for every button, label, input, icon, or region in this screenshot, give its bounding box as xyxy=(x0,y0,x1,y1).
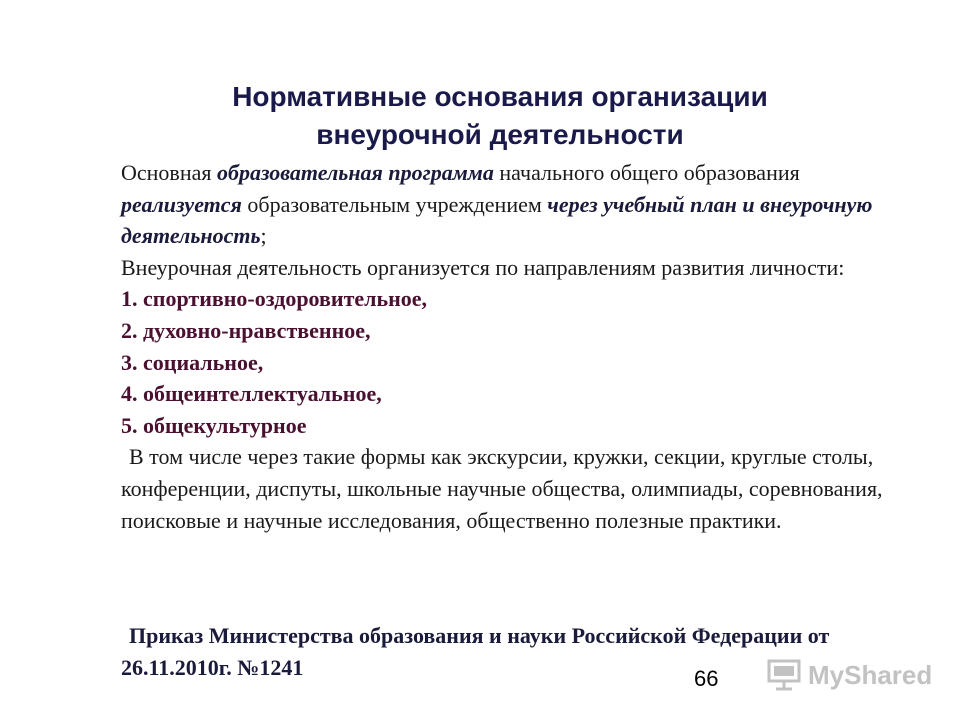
paragraph-forms: В том числе через такие формы как экскурсии, кружки, секции, круглые столы, конференции, диспуты, школьные научные общества, олимпиады, соревнования, поисковые и научные исследования, общественно полезные практики. xyxy=(121,444,883,533)
page-number: 66 xyxy=(694,666,719,691)
title-line-1: Нормативные основания организации xyxy=(232,81,768,112)
emphasis-implemented: реализуется xyxy=(121,191,242,217)
emphasis-program: образовательная программа xyxy=(216,160,494,185)
title-line-2: внеурочной деятельности xyxy=(316,119,684,150)
paragraph-program xyxy=(121,157,901,252)
order-reference: Приказ Министерства образования и науки Российской Федерации от 26.11.2010г. №1241 xyxy=(121,623,830,680)
text-segment: Основная xyxy=(121,160,217,185)
list-item: 2. духовно-нравственное, xyxy=(121,317,371,343)
directions-list xyxy=(121,283,901,441)
slide-body xyxy=(121,157,901,536)
watermark-logo xyxy=(766,656,932,694)
page-title xyxy=(120,78,880,154)
text-segment: ; xyxy=(260,223,267,249)
paragraph-directions-intro: Внеурочная деятельность организуется по направлениям развития личности: xyxy=(121,254,845,280)
text-segment: начального общего образования xyxy=(493,160,800,185)
list-item: 1. спортивно-оздоровительное, xyxy=(121,286,428,312)
emphasis-curriculum: через учебный план и внеурочную деятельность xyxy=(121,191,873,249)
presentation-board-icon xyxy=(766,658,802,692)
list-item: 4. общеинтеллектуальное, xyxy=(121,381,382,407)
text-segment: образовательным учреждением xyxy=(241,191,548,217)
watermark-text: MyShared xyxy=(808,659,933,690)
list-item: 5. общекультурное xyxy=(121,412,307,438)
list-item: 3. социальное, xyxy=(121,349,264,375)
